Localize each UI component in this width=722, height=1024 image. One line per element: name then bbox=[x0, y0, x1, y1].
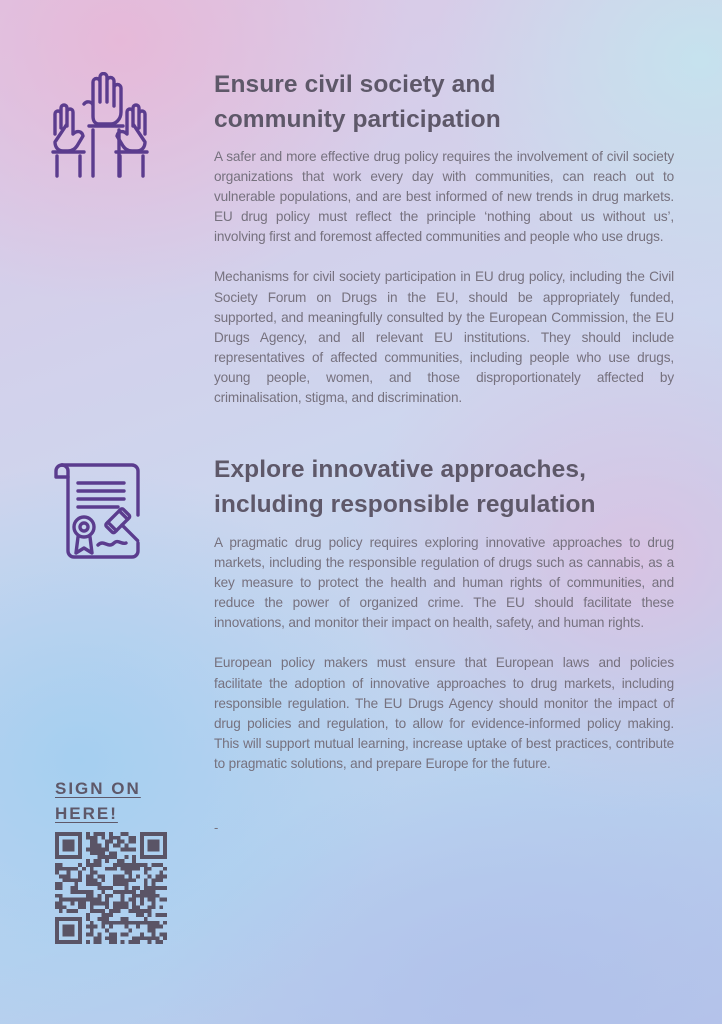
sign-line: SIGN ON bbox=[55, 779, 141, 798]
title-line: community participation bbox=[214, 106, 501, 133]
section-innovative-approaches bbox=[214, 452, 674, 774]
trailing-mark: - bbox=[214, 820, 219, 835]
legal-document-gavel-icon bbox=[48, 457, 152, 561]
section-civil-society bbox=[214, 67, 674, 408]
sign-line: HERE! bbox=[55, 804, 118, 823]
section-title bbox=[214, 67, 674, 137]
section-title bbox=[214, 452, 674, 522]
title-line: including responsible regulation bbox=[214, 491, 596, 518]
qr-code-icon[interactable] bbox=[55, 832, 167, 944]
paragraph: A pragmatic drug policy requires exploring innovative approaches to drug markets, including the responsible regulation of drugs such as cannabis, as a key measure to protect the health and human rights of communities, and reduce the power of organized crime. The EU should facilitate these innovations, and monitor their impact on health, safety, and human rights. bbox=[214, 535, 674, 631]
paragraph: European policy makers must ensure that European laws and policies facilitate the adoption of innovative approaches to drug markets, including responsible regulation. The EU Drugs Agency should monitor the impact of drug policies and regulation, to allow for evidence-informed policy making. This will support mutual learning, increase uptake of best practices, contribute to pragmatic solutions, and prepare Europe for the future. bbox=[214, 655, 674, 771]
raised-hands-icon bbox=[47, 72, 153, 178]
paragraph: Mechanisms for civil society participation in EU drug policy, including the Civil Society Forum on Drugs in the EU, should be appropriately funded, supported, and meaningfully consulted by the European Commission, the EU Drugs Agency, and all relevant EU institutions. They should include representatives of affected communities, including people who use drugs, young people, women, and those disproportionately affected by criminalisation, stigma, and discrimination. bbox=[214, 269, 674, 406]
title-line: Ensure civil society and bbox=[214, 71, 496, 98]
sign-on-link[interactable] bbox=[55, 776, 141, 826]
title-line: Explore innovative approaches, bbox=[214, 456, 586, 483]
paragraph: A safer and more effective drug policy requires the involvement of civil society organizations that work every day with communities, can reach out to vulnerable populations, and are best informed of new trends in drug markets. EU drug policy must reflect the principle ‘nothing about us without us’, involving first and foremost affected communities and people who use drugs. bbox=[214, 149, 674, 245]
